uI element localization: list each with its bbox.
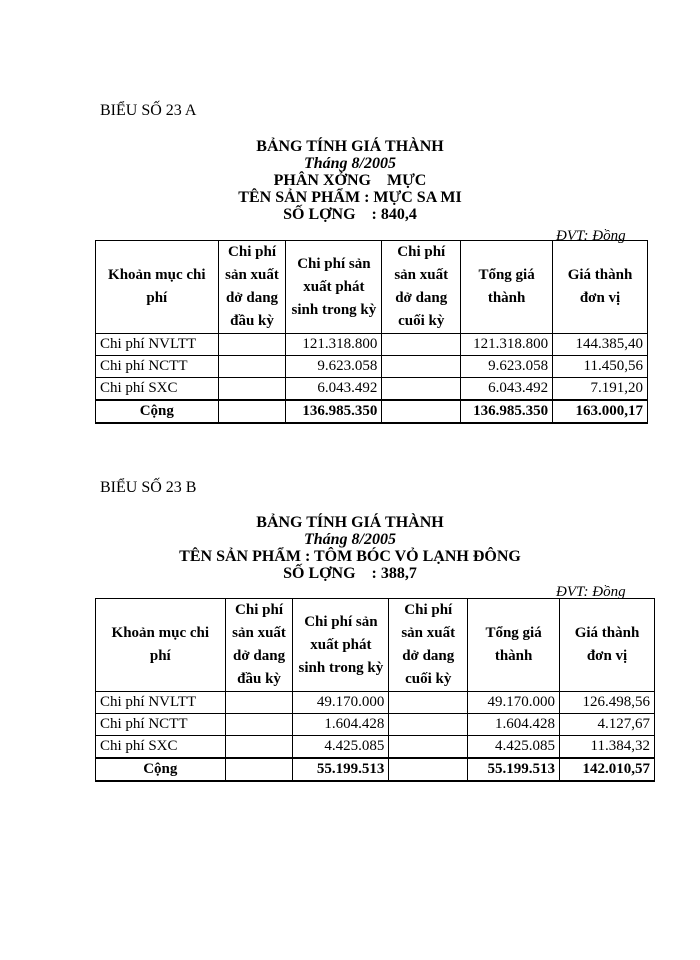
cell-opening bbox=[218, 334, 286, 356]
cell-opening bbox=[218, 356, 286, 378]
sheet-a-cost-table bbox=[95, 240, 648, 424]
table-row bbox=[96, 692, 655, 714]
col-incurred-header: Chi phí sản xuất phát sinh trong kỳ bbox=[293, 599, 389, 692]
col-unit-header: Giá thành đơn vị bbox=[553, 241, 648, 334]
cell-total: 4.425.085 bbox=[468, 736, 560, 759]
sheet-a-product: TÊN SẢN PHẨM : MỰC SA MI bbox=[238, 189, 462, 206]
cell-opening bbox=[225, 736, 293, 759]
table-total-row bbox=[96, 400, 648, 423]
col-opening-wip-header: Chi phí sản xuất dở dang đầu kỳ bbox=[218, 241, 286, 334]
cell-closing bbox=[389, 736, 468, 759]
sheet-a-workshop: PHÂN XỞNG MỰC bbox=[273, 172, 427, 189]
cell-total: 9.623.058 bbox=[461, 356, 553, 378]
row-name: Chi phí NCTT bbox=[96, 714, 226, 736]
table-row bbox=[96, 378, 648, 401]
sheet-a-title: BẢNG TÍNH GIÁ THÀNH bbox=[256, 138, 444, 155]
cell-total: 55.199.513 bbox=[468, 758, 560, 781]
sheet-b-cost-table bbox=[95, 598, 655, 782]
col-incurred-header: Chi phí sản xuất phát sinh trong kỳ bbox=[286, 241, 382, 334]
cell-total: 6.043.492 bbox=[461, 378, 553, 401]
row-name: Chi phí NVLTT bbox=[96, 334, 219, 356]
cell-unit: 11.450,56 bbox=[553, 356, 648, 378]
cell-opening bbox=[225, 714, 293, 736]
table-row bbox=[96, 736, 655, 759]
table-total-row bbox=[96, 758, 655, 781]
cell-total: 121.318.800 bbox=[461, 334, 553, 356]
sheet-a-month: Tháng 8/2005 bbox=[303, 155, 396, 172]
sheet-b-product: TÊN SẢN PHẨM : TÔM BÓC VỎ LẠNH ĐÔNG bbox=[179, 548, 521, 565]
col-closing-wip-header: Chi phí sản xuất dở dang cuối kỳ bbox=[389, 599, 468, 692]
row-name: Chi phí SXC bbox=[96, 736, 226, 759]
cell-unit: 7.191,20 bbox=[553, 378, 648, 401]
sheet-b-quantity: SỐ LỢNG : 388,7 bbox=[283, 565, 417, 582]
cell-total: 1.604.428 bbox=[468, 714, 560, 736]
cell-closing bbox=[382, 378, 461, 401]
col-item-header: Khoản mục chi phí bbox=[96, 599, 226, 692]
cell-incurred: 49.170.000 bbox=[293, 692, 389, 714]
sheet-b-unit-note: ĐVT: Đồng bbox=[556, 584, 626, 600]
cell-closing bbox=[389, 714, 468, 736]
sheet-a-quantity: SỐ LỢNG : 840,4 bbox=[283, 206, 417, 223]
sheet-b-title: BẢNG TÍNH GIÁ THÀNH bbox=[256, 514, 444, 531]
cell-unit: 144.385,40 bbox=[553, 334, 648, 356]
cell-unit: 126.498,56 bbox=[560, 692, 655, 714]
table-row bbox=[96, 714, 655, 736]
sheet-b-title-block bbox=[0, 514, 700, 582]
col-closing-wip-header: Chi phí sản xuất dở dang cuối kỳ bbox=[382, 241, 461, 334]
sheet-a-label: BIỂU SỐ 23 A bbox=[100, 102, 197, 119]
sheet-a-unit-note: ĐVT: Đồng bbox=[556, 228, 626, 244]
cell-closing bbox=[389, 758, 468, 781]
sheet-b-month: Tháng 8/2005 bbox=[303, 531, 396, 548]
col-item-header: Khoản mục chi phí bbox=[96, 241, 219, 334]
cell-incurred: 55.199.513 bbox=[293, 758, 389, 781]
cell-opening bbox=[218, 400, 286, 423]
cell-incurred: 6.043.492 bbox=[286, 378, 382, 401]
cell-unit: 4.127,67 bbox=[560, 714, 655, 736]
col-unit-header: Giá thành đơn vị bbox=[560, 599, 655, 692]
cell-total: 49.170.000 bbox=[468, 692, 560, 714]
col-opening-wip-header: Chi phí sản xuất dở dang đầu kỳ bbox=[225, 599, 293, 692]
row-name: Chi phí NVLTT bbox=[96, 692, 226, 714]
table-row bbox=[96, 334, 648, 356]
cell-opening bbox=[218, 378, 286, 401]
cell-incurred: 4.425.085 bbox=[293, 736, 389, 759]
sheet-a-title-block bbox=[0, 138, 700, 223]
cell-incurred: 121.318.800 bbox=[286, 334, 382, 356]
cell-opening bbox=[225, 692, 293, 714]
row-name: Cộng bbox=[96, 758, 226, 781]
row-name: Chi phí SXC bbox=[96, 378, 219, 401]
cell-closing bbox=[389, 692, 468, 714]
table-header-row bbox=[96, 599, 655, 692]
cell-total: 136.985.350 bbox=[461, 400, 553, 423]
col-total-header: Tổng giá thành bbox=[461, 241, 553, 334]
cell-closing bbox=[382, 356, 461, 378]
cell-incurred: 1.604.428 bbox=[293, 714, 389, 736]
cell-unit: 11.384,32 bbox=[560, 736, 655, 759]
cell-unit: 142.010,57 bbox=[560, 758, 655, 781]
cell-closing bbox=[382, 400, 461, 423]
row-name: Cộng bbox=[96, 400, 219, 423]
cell-incurred: 9.623.058 bbox=[286, 356, 382, 378]
cell-closing bbox=[382, 334, 461, 356]
table-header-row bbox=[96, 241, 648, 334]
cell-incurred: 136.985.350 bbox=[286, 400, 382, 423]
col-total-header: Tổng giá thành bbox=[468, 599, 560, 692]
table-row bbox=[96, 356, 648, 378]
row-name: Chi phí NCTT bbox=[96, 356, 219, 378]
cell-opening bbox=[225, 758, 293, 781]
sheet-b-label: BIỂU SỐ 23 B bbox=[100, 479, 197, 496]
cell-unit: 163.000,17 bbox=[553, 400, 648, 423]
